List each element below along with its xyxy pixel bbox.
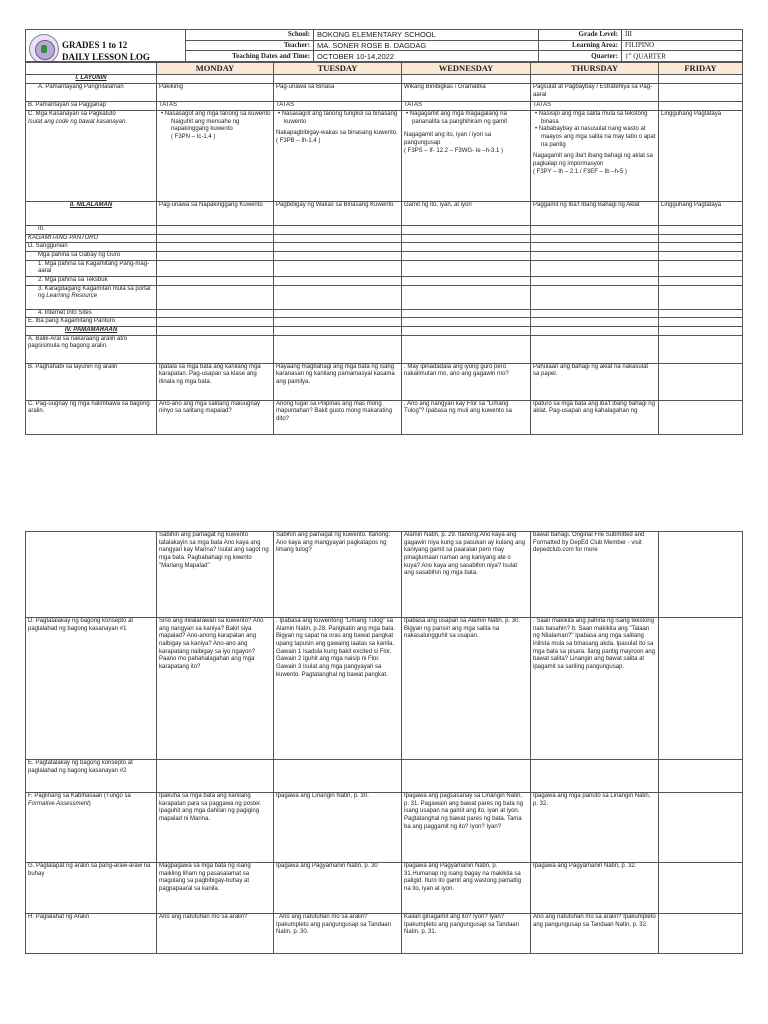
table-row (26, 914, 743, 954)
dates-value: OCTOBER 10-14,2022 (314, 51, 539, 62)
table-row (26, 363, 743, 400)
day-header-row (26, 63, 743, 75)
cell-tuesday: Ipagawa ang Pagyamanin Natin, p. 30 (274, 863, 402, 914)
cell-text: Nakapagbibigay-wakas sa binasang kuwento. (276, 130, 398, 137)
quarter-label: Quarter: (539, 51, 622, 62)
day-monday: MONDAY (157, 63, 274, 75)
cell-wednesday: Ipagawa ang Pagyamanin Natin, p. 31.Humanap ng isang bagay na makikita sa paligid. Ituro ito gamit ang wastong pamatlig na ito, iyan at iyon. (402, 863, 531, 914)
header-logo-cell (26, 30, 186, 62)
row-label: 1. Mga pahina sa Kagamitang Pang-mag-aaral (26, 260, 157, 276)
bullet-item: • Nagagamit ang mga magagalang na pananalita sa panghihiram ng gamit (406, 111, 508, 125)
row-label: D. Pagtatalakay ng bagong konsepto at paglalahad ng bagong kasanayan #1 (26, 618, 157, 760)
grade-value: III (622, 30, 743, 41)
cell-tuesday: Hayaang magbahagi ang mga bata ng isang karanasan ng kanilang pamamasyal kasama ang pamilya. (274, 363, 402, 400)
cell-wednesday: Wikang Binibigkas / Gramatika (402, 84, 531, 102)
school-value: BOKONG ELEMENTARY SCHOOL (314, 30, 539, 41)
cell-monday: Sino ang inilalarawan sa kuwento? Ano ang nangyari sa kaniya? Bakit siya mapalad? Ano-anong karapatan ang naibigay sa kaniya? Ano-ano ang karapatang naibigay sa iyo ngayon? Paano mo pahahalagahan ang mga karapatang ito? (157, 618, 274, 760)
cell-thursday: Ipaturo sa mga bata ang iba't ibang bahagi ng aklat. Pag-usapan ang kahalagahan ng (531, 400, 659, 434)
cell-wednesday: Alamin Natin, p. 29. Itanong:Ano kaya ang gagawin niya kung sa pasukan ay kulang ang kaniyang gamit sa paaralan pero may pinaglumaan naman ang kaniyang ate o kuya? Ano kaya ang sasabihin niya? Isulat ang sasabihin ng mga bata. (402, 532, 531, 618)
quarter-text: QUARTER (631, 52, 666, 61)
row-label: B. Paghahabi sa layunin ng aralin (26, 363, 157, 400)
table-row (26, 260, 743, 276)
cell-tuesday (274, 111, 402, 202)
code-text: ( F3PY – Ih – 2.1 / F3EF – Ib –h-5 ) (533, 168, 627, 175)
cell-monday: Ano-ano ang mga salitang maiuugnay ninyo sa salitang mapalad? (157, 400, 274, 434)
lesson-table-1 (25, 62, 743, 434)
lesson-log-page-2 (25, 531, 742, 954)
cell-thursday: Paggamit ng Iba't Ibang Bahagi ng Aklat (531, 202, 659, 226)
teacher-value: MA. SONER ROSE B. DAGDAG (314, 40, 539, 51)
section-kagamitan: KAGAMITANG PANTURO (26, 234, 157, 243)
cell-wednesday: Ipabasa ang usapan sa Alamin Natin, p. 30. Bigyan ng pansin ang mga salita na nakasalungguhit sa usapan. (402, 618, 531, 760)
table-row (26, 226, 743, 235)
cell-monday: Magpagawa sa mga bata ng isang maikling liham ng pasasalamat sa magulang sa pagbibigay-buhay at pagpapaaral sa kanila. (157, 863, 274, 914)
day-friday: FRIDAY (659, 63, 743, 75)
cell-monday (157, 111, 274, 202)
quarter-suffix: st (628, 51, 632, 57)
blank-corner (26, 63, 157, 75)
row-label: B. Pamantayan sa Pagganap (26, 102, 157, 111)
code-text: ( F3PS – If- 12.2 – F3WG- Ie –h-3.1 ) (404, 147, 504, 154)
bullet-item: • Nasasagot ang tanong tungkol sa binasang kuwento (278, 111, 398, 125)
cell-monday: Ano ang natutuhan mo sa aralin? (157, 914, 274, 954)
cell-monday: Ipatala sa mga bata ang kanilang mga karapatan. Pag-usapan sa klase ang itinala ng mga bata. (157, 363, 274, 400)
cell-wednesday: TATAS (402, 102, 531, 111)
cell-thursday: bawat bahagi. Original File Submitted and Formatted by DepEd Club Member - visit depedclub.com for more (531, 532, 659, 618)
cell-thursday: TATAS (531, 102, 659, 111)
table-row (26, 202, 743, 226)
table-row (26, 327, 743, 336)
cell-wednesday: Kailan ginagamit ang ito? Iyon? Iyan? Ipakumpleto ang pangungusap sa Tandaan Natin, p. 31. (402, 914, 531, 954)
row-label: A. Pamantayang Pangnilalaman (26, 84, 157, 102)
cell-wednesday: Gamit ng ito, iyan, at iyon (402, 202, 531, 226)
section-nilalaman: II. NILALAMAN (26, 202, 157, 226)
row-label: C. Pag-uugnay ng mga halimbawa sa bagong aralin. (26, 400, 157, 434)
table-row (26, 618, 743, 760)
day-tuesday: TUESDAY (274, 63, 402, 75)
table-row (26, 400, 743, 434)
cell-monday: TATAS (157, 102, 274, 111)
quarter-number: 1 (625, 52, 629, 61)
table-row (26, 84, 743, 102)
table-row (26, 309, 743, 318)
cell-thursday: . Saan makikita ang pahina ng isang tekstong nais basahin? b. Saan makikita ang "Talaan ng Nilalaman?" Ipabasa ang mga salitang inilista mula sa binasang akda. Ipasulat ito sa mga bata sa pisara. Ilang pantig mayroon ang bawat salita? Linangin ang bawat salita at ipagamit sa sariling pangungusap. (531, 618, 659, 760)
cell-wednesday (402, 111, 531, 202)
table-row (26, 234, 743, 243)
section-pamamaraan: IV. PAMAMARAAN (26, 327, 157, 336)
table-row (26, 102, 743, 111)
area-label: Learning Area: (539, 40, 622, 51)
row-label: 4. Internet Info Sites (26, 309, 157, 318)
cell-tuesday: . Ipabasa ang kuwentong "Limang Tulog" sa Alamin Natin, p.28. Pangkatin ang mga bata. Bigyan ng sapat na oras ang bawat pangkat upang tapusin ang gawaing iaatas sa kanila. Gawain 1 Isadula kung bakit excited si Flor. Gawain 2 Iguhit ang mga naisip ni Flor. Gawain 3 Isulat ang mga pangyayari sa kuwento. Pagtatanghal ng bawat pangkat. (274, 618, 402, 760)
cell-tuesday: Sabihin ang pamagat ng kuwento. Itanong: Ano kaya ang mangyayari pagkatapos ng limang tulog? (274, 532, 402, 618)
section-layunin: I. LAYUNIN (26, 75, 157, 84)
cell-thursday: Ipagawa ang Pagyamanin Natin, p. 32. (531, 863, 659, 914)
bullet-item: • Nasasagot ang mga tanong sa kuwento (161, 111, 271, 118)
section-iii: III. (26, 226, 157, 235)
table-row (26, 760, 743, 793)
cell-wednesday: . May ipinadadala ang iyong guro pero nakalimutan mo, ano ang gagawin mo? (402, 363, 531, 400)
cell-text: Nagagamit ang ito, iyan / iyon sa pangungusap (404, 132, 492, 147)
bullet-item: • Nasisipi ang mga salita mula sa tekstong binasa (535, 111, 648, 125)
row-label (26, 111, 157, 202)
teacher-label: Teacher: (186, 40, 314, 51)
cell-tuesday: Pagbibigay ng Wakas sa Binasang Kuwento (274, 202, 402, 226)
row-label: 2. Mga pahina sa Teksbuk (26, 277, 157, 286)
pagkatuto-note: Isulat ang code ng bawat kasanayan. (28, 118, 128, 125)
lesson-log-page-1 (25, 29, 742, 435)
header-table (25, 29, 743, 62)
title-line2: DAILY LESSON LOG (62, 52, 150, 62)
cell-monday: Pag-unawa sa Napakinggang Kuwento (157, 202, 274, 226)
dates-label: Teaching Dates and Time: (186, 51, 314, 62)
row-label: D. Sanggunian (26, 243, 157, 252)
row-label: A. Balik-Aral sa nakaraang aralin at/o pagsisimula ng bagong aralin. (26, 335, 157, 363)
cell-thursday: Pagsulat at Pagbaybay / Estratehiya sa Pag-aaral (531, 84, 659, 102)
cell-wednesday: Ipagawa ang pagsasanay sa Linangin Natin, p. 31. Pagawain ang bawat pares ng bata ng isang usapan na gamit ang ito, iyan at iyon. Pagtatanghal ng bawat pares ng bata. Tama ba ang paggamit ng ito? Iyon? Iyan? (402, 793, 531, 863)
title-line1: GRADES 1 to 12 (62, 40, 128, 50)
row-label: G. Paglalapat ng aralin sa pang-araw-araw na buhay (26, 863, 157, 914)
quarter-value (622, 51, 743, 62)
cell-wednesday: . Ano ang nangyari kay Flor sa "Limang Tulog"? Ipabasa ng muli ang kuwento sa (402, 400, 531, 434)
table-row (26, 793, 743, 863)
lesson-table-2 (25, 531, 743, 954)
day-thursday: THURSDAY (531, 63, 659, 75)
cell-monday: Ipakuha sa mga bata ang kanilang karapatan para sa paggawa ng poster. Ipaguhit ang mga dahilan ng pagiging mapalad ni Marina. (157, 793, 274, 863)
table-row (26, 863, 743, 914)
cell-thursday: Ipagawa ang mga panuto sa Linangin Natin, p. 32. (531, 793, 659, 863)
table-row (26, 75, 743, 84)
grade-label: Grade Level: (539, 30, 622, 41)
school-label: School: (186, 30, 314, 41)
pagkatuto-label: C. Mga Kasanayan sa Pagkatuto (28, 111, 116, 118)
cell-monday: Sabihin ang pamagat ng kuwento tatalakayin sa mga bata Ano kaya ang nangyari kay Marina? Isulat ang sagot ng mga bata. Pagbabahagi ng kwento "Mariang Mapalad" (157, 532, 274, 618)
bullet-item: • Nababaybay at nasusulat nang wasto at maayos ang mga salita na may tatlo o apat na pantig (535, 126, 656, 148)
row-label: F. Paglinang sa Kabihasaan (Tungo sa Formative Assessment) (26, 793, 157, 863)
row-label: Mga pahina sa Gabay ng Guro (26, 252, 157, 261)
cell-friday: Lingguhang Pagtataya (659, 111, 743, 202)
cell-thursday (531, 111, 659, 202)
cell-friday: Lingguhang Pagtataya (659, 202, 743, 226)
table-row (26, 111, 743, 202)
cell-monday: Pakikinig (157, 84, 274, 102)
table-row (26, 532, 743, 618)
cell-tuesday: . Ano ang natutuhan mo sa aralin? Ipakumpleto ang pangungusap sa Tandaan Natin, p. 30. (274, 914, 402, 954)
code-text: ( F3PB – Ih-1.4 ) (276, 138, 321, 145)
row-label: E. Pagtatalakay ng bagong konsepto at paglalahad ng bagong kasanayan #2 (26, 760, 157, 793)
row-label: E. Iba pang Kagamitang Panturo (26, 318, 157, 327)
row-label: 3. Karagdagang Kagamitan mula sa portal ng Learning Resource (26, 285, 157, 309)
cell-text: Naiguhit ang mensahe ng napakinggang kuwento (171, 118, 240, 133)
deped-seal-logo (29, 34, 59, 62)
cell-text: Nagagamit ang iba't ibang bahagi ng aklat sa pagkalap ng impormasyon (533, 153, 653, 168)
table-row (26, 285, 743, 309)
cell-tuesday: Anong lugar sa Pilipinas ang mas mong mapuntahan? Bakit gusto mong makarating dito? (274, 400, 402, 434)
row-label: H. Paglalahat ng Aralin (26, 914, 157, 954)
table-row (26, 252, 743, 261)
cell-tuesday: Ipagawa ang Linangin Natin, p. 30. (274, 793, 402, 863)
area-value: FILIPINO (622, 40, 743, 51)
table-row (26, 318, 743, 327)
table-row (26, 243, 743, 252)
cell-tuesday: Pag-unawa sa Binasa (274, 84, 402, 102)
cell-thursday: Ano ang natutuhan mo sa aralin? Ipakumpleto ang pangungusap sa Tandaan Natin, p. 32. (531, 914, 659, 954)
code-text: ( F3PN – Ic-1.4 ) (171, 134, 216, 141)
table-row (26, 335, 743, 363)
day-wednesday: WEDNESDAY (402, 63, 531, 75)
table-row (26, 277, 743, 286)
cell-tuesday: TATAS (274, 102, 402, 111)
cell-thursday: Pahulaan ang bahagi ng aklat na nakasulat sa papel. (531, 363, 659, 400)
